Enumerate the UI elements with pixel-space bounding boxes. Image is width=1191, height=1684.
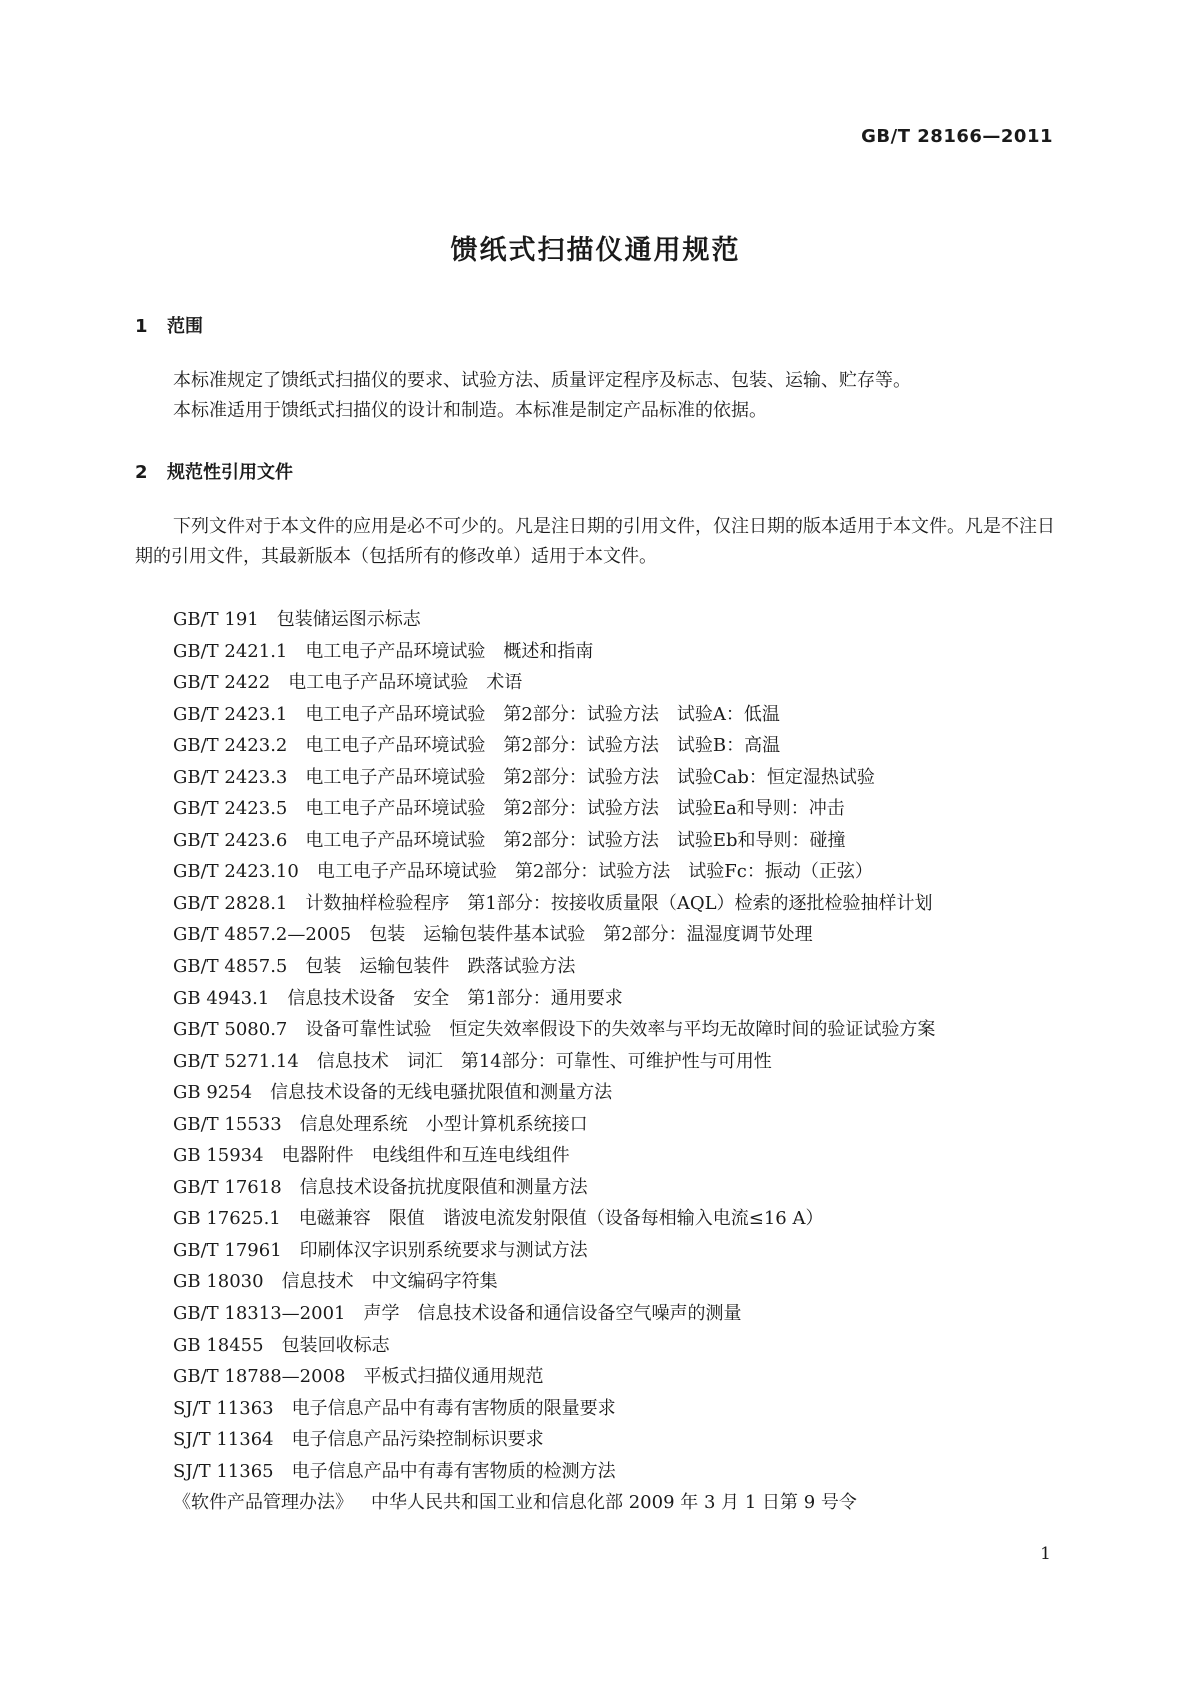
- reference-code: GB/T 4857.2—2005: [173, 924, 352, 946]
- reference-item: [173, 1203, 1073, 1235]
- reference-code: GB 18030: [173, 1271, 264, 1293]
- reference-item: [173, 604, 1073, 636]
- reference-code: GB/T 5080.7: [173, 1019, 288, 1041]
- reference-title: 中华人民共和国工业和信息化部 2009 年 3 月 1 日第 9 号令: [371, 1492, 857, 1514]
- reference-title: 平板式扫描仪通用规范: [363, 1366, 544, 1388]
- reference-title: 电器附件 电线组件和互连电线组件: [281, 1145, 570, 1167]
- reference-code: GB/T 5271.14: [173, 1050, 299, 1072]
- reference-title: 包装储运图示标志: [276, 609, 421, 630]
- reference-item: [173, 1330, 1073, 1362]
- paragraph: 本标准规定了馈纸式扫描仪的要求、试验方法、质量评定程序及标志、包装、运输、贮存等。: [173, 370, 911, 391]
- reference-item: [173, 856, 1073, 888]
- reference-code: GB/T 2423.1: [173, 703, 288, 725]
- reference-code: GB/T 17618: [173, 1176, 282, 1198]
- reference-item: [173, 1077, 1073, 1109]
- reference-title: 电工电子产品环境试验 术语: [288, 672, 523, 694]
- reference-code: SJ/T 11363: [173, 1397, 274, 1419]
- reference-item: [173, 1361, 1073, 1393]
- reference-item: [173, 1235, 1073, 1267]
- reference-code: GB/T 2423.2: [173, 735, 288, 757]
- reference-title: 信息处理系统 小型计算机系统接口: [299, 1113, 588, 1135]
- section-1-heading: [135, 312, 203, 338]
- reference-title: 电工电子产品环境试验 第2部分：试验方法 试验Ea和导则：冲击: [305, 798, 845, 820]
- page-number: 1: [1040, 1544, 1051, 1564]
- paragraph: 下列文件对于本文件的应用是必不可少的。凡是注日期的引用文件，仅注日期的版本适用于本文件。凡是不注日期的引用文件，其最新版本（包括所有的修改单）适用于本文件。: [135, 516, 1055, 567]
- section-2-heading: [135, 458, 293, 484]
- reference-code: GB/T 2423.10: [173, 861, 299, 883]
- reference-title: 信息技术 词汇 第14部分：可靠性、可维护性与可用性: [316, 1050, 772, 1072]
- reference-code: GB/T 2423.3: [173, 766, 288, 788]
- reference-title: 电工电子产品环境试验 第2部分：试验方法 试验Fc：振动（正弦）: [316, 861, 873, 883]
- reference-code: SJ/T 11365: [173, 1460, 274, 1482]
- reference-code: GB/T 2423.6: [173, 829, 288, 851]
- reference-item: [173, 699, 1073, 731]
- standard-number: GB/T 28166—2011: [861, 126, 1053, 147]
- reference-title: 电工电子产品环境试验 概述和指南: [305, 640, 594, 662]
- reference-title: 电子信息产品污染控制标识要求: [291, 1429, 544, 1451]
- reference-code: 《软件产品管理办法》: [173, 1492, 353, 1514]
- reference-title: 包装 运输包装件 跌落试验方法: [305, 956, 576, 978]
- reference-title: 计数抽样检验程序 第1部分：按接收质量限（AQL）检索的逐批检验抽样计划: [305, 892, 933, 914]
- section-number: 1: [135, 316, 148, 337]
- reference-title: 电工电子产品环境试验 第2部分：试验方法 试验Eb和导则：碰撞: [305, 829, 846, 851]
- reference-item: [173, 983, 1073, 1015]
- section-title: 规范性引用文件: [167, 462, 293, 483]
- reference-code: GB/T 18788—2008: [173, 1366, 346, 1388]
- reference-title: 电工电子产品环境试验 第2部分：试验方法 试验A：低温: [305, 703, 780, 725]
- reference-code: GB 15934: [173, 1145, 264, 1167]
- reference-code: GB 18455: [173, 1334, 264, 1356]
- reference-code: GB/T 2422: [173, 672, 271, 694]
- reference-item: [173, 1014, 1073, 1046]
- reference-code: GB/T 2423.5: [173, 798, 288, 820]
- reference-item: [173, 1393, 1073, 1425]
- section-number: 2: [135, 462, 148, 483]
- document-title: 馈纸式扫描仪通用规范: [450, 235, 741, 266]
- section-2-intro: [135, 512, 1055, 572]
- reference-item: [173, 1266, 1073, 1298]
- section-1-body: [135, 366, 1055, 426]
- reference-code: GB/T 17961: [173, 1239, 282, 1261]
- reference-title: 包装回收标志: [281, 1334, 390, 1356]
- reference-code: GB/T 2828.1: [173, 892, 288, 914]
- reference-code: GB 9254: [173, 1082, 253, 1104]
- reference-item: [173, 667, 1073, 699]
- reference-code: GB/T 191: [173, 609, 259, 630]
- reference-item: [173, 762, 1073, 794]
- reference-item: [173, 1109, 1073, 1141]
- reference-item: [173, 1487, 1073, 1519]
- reference-code: GB 17625.1: [173, 1208, 281, 1230]
- reference-title: 印刷体汉字识别系统要求与测试方法: [299, 1239, 588, 1261]
- reference-code: GB/T 4857.5: [173, 956, 288, 978]
- reference-title: 信息技术 中文编码字符集: [281, 1271, 498, 1293]
- reference-item: [173, 1140, 1073, 1172]
- reference-item: [173, 951, 1073, 983]
- reference-item: [173, 825, 1073, 857]
- reference-title: 电子信息产品中有毒有害物质的检测方法: [291, 1460, 616, 1482]
- reference-title: 声学 信息技术设备和通信设备空气噪声的测量: [363, 1303, 742, 1325]
- section-title: 范围: [167, 316, 203, 337]
- reference-code: GB 4943.1: [173, 987, 270, 1009]
- reference-title: 包装 运输包装件基本试验 第2部分：温湿度调节处理: [369, 924, 813, 946]
- reference-item: [173, 1424, 1073, 1456]
- reference-item: [173, 919, 1073, 951]
- reference-title: 信息技术设备的无线电骚扰限值和测量方法: [270, 1082, 613, 1104]
- reference-title: 设备可靠性试验 恒定失效率假设下的失效率与平均无故障时间的验证试验方案: [305, 1019, 936, 1041]
- reference-code: SJ/T 11364: [173, 1429, 274, 1451]
- reference-item: [173, 1172, 1073, 1204]
- reference-title: 电工电子产品环境试验 第2部分：试验方法 试验B：高温: [305, 735, 781, 757]
- reference-item: [173, 730, 1073, 762]
- reference-title: 电工电子产品环境试验 第2部分：试验方法 试验Cab：恒定湿热试验: [305, 766, 875, 788]
- reference-code: GB/T 18313—2001: [173, 1303, 346, 1325]
- reference-item: [173, 1298, 1073, 1330]
- reference-title: 信息技术设备 安全 第1部分：通用要求: [287, 987, 623, 1009]
- reference-title: 电子信息产品中有毒有害物质的限量要求: [291, 1397, 616, 1419]
- reference-item: [173, 793, 1073, 825]
- reference-code: GB/T 2421.1: [173, 640, 288, 662]
- reference-item: [173, 636, 1073, 668]
- reference-item: [173, 888, 1073, 920]
- paragraph: 本标准适用于馈纸式扫描仪的设计和制造。本标准是制定产品标准的依据。: [173, 400, 767, 421]
- reference-title: 信息技术设备抗扰度限值和测量方法: [299, 1176, 588, 1198]
- reference-list: [173, 604, 1073, 1519]
- reference-title: 电磁兼容 限值 谐波电流发射限值（设备每相输入电流≤16 A）: [298, 1208, 824, 1230]
- reference-item: [173, 1456, 1073, 1488]
- reference-item: [173, 1046, 1073, 1078]
- reference-code: GB/T 15533: [173, 1113, 282, 1135]
